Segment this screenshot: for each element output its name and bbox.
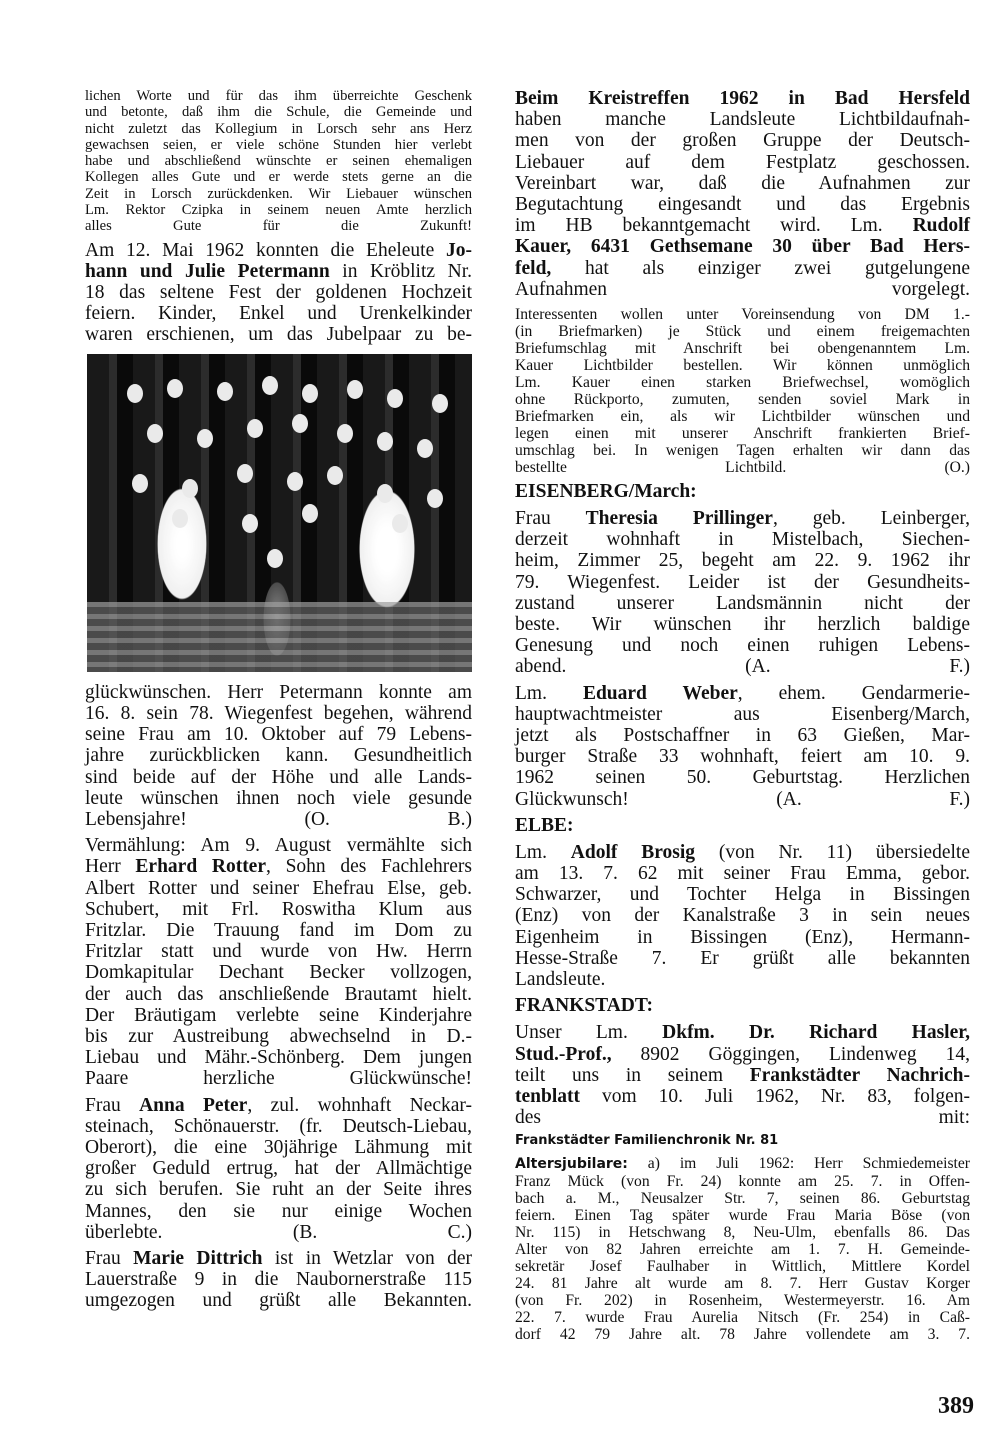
text-line: Fritzlar. Die Trauung fand im Dom zu [85, 919, 472, 941]
bold-text: Stud.-Prof., [515, 1043, 612, 1065]
text-line: sekretär Josef Faulhaber in Wittlich, Mittlere Kordel [515, 1258, 970, 1276]
text-line: Liebauer auf dem Festplatz geschossen. [515, 151, 970, 173]
text-line: Domkapitular Dechant Becker vollzogen, [85, 962, 472, 984]
photo-figure [147, 424, 163, 443]
photo-steps [87, 602, 472, 672]
text-line: Frau Marie Dittrich ist in Wetzlar von der [85, 1247, 472, 1269]
text-line: lichen Worte und für das ihm überreichte Geschenk [85, 88, 472, 104]
text-line: sind beide auf der Höhe und alle Lands- [85, 766, 472, 788]
left-column [85, 88, 472, 1312]
photo-figure [432, 394, 448, 413]
photo-figure [172, 509, 188, 528]
photo-figure [377, 484, 393, 503]
text-line: leute wünschen ihnen noch viele gesunde [85, 787, 472, 809]
text-line: Hesse-Straße 7. Er grüßt alle bekannten [515, 947, 970, 969]
text-line: Landsleute. [515, 969, 606, 991]
text-line: Schubert, mit Frl. Roswitha Klum aus [85, 898, 472, 920]
bold-text: tenblatt [515, 1085, 580, 1107]
bold-text: Marie Dittrich [133, 1247, 263, 1269]
text-line: Franz Mück (von Fr. 24) konnte am 25. 7. in Offen- [515, 1173, 970, 1191]
photo-figure [377, 432, 393, 451]
photo-figure [247, 419, 263, 438]
photo-figure [417, 439, 433, 458]
text-line: Herr Erhard Rotter, Sohn des Fachlehrers [85, 856, 472, 878]
photo-figure [267, 549, 283, 568]
text-line: burger Straße 33 wohnhaft, feiert am 10. 9. [515, 746, 970, 768]
text-line: feiern. Kinder, Enkel und Urenkelkinder [85, 303, 472, 325]
photo-figure [242, 514, 258, 533]
text-line: bis zur Austreibung abwechselnd in D.- [85, 1025, 472, 1047]
photo-figure [167, 379, 183, 398]
paragraph [515, 1022, 970, 1128]
text-line: der auch das anschließende Brautamt hielt. [85, 983, 472, 1005]
text-line: Genesung und noch einen ruhigen Lebens- [515, 635, 970, 657]
text-line: Begutachtung eingesandt und das Ergebnis [515, 194, 970, 216]
text-line: hauptwachtmeister aus Eisenberg/March, [515, 703, 970, 725]
text-line [515, 88, 970, 109]
photo-figure [387, 389, 403, 408]
text-line: zu sich berufen. Sie ruht an der Seite ihres [85, 1179, 472, 1201]
text-line: Frankstädter Familienchronik Nr. 81 [515, 1133, 779, 1149]
text-line: haben manche Landsleute Lichtbildaufnah- [515, 109, 970, 131]
text-line: Briefumschlag mit Anschrift bei obengenanntem Lm. [515, 340, 970, 358]
text-line: Lebensjahre! (O. B.) [85, 808, 472, 830]
bold-text: Jo- [446, 239, 472, 261]
text-line: Lm. Eduard Weber, ehem. Gendarmerie- [515, 682, 971, 704]
text-line: Vermählung: Am 9. August vermählte sich [85, 835, 472, 857]
bold-text: Rudolf [912, 215, 970, 237]
text-line: umschlag bei. In wenigen Tagen erhalten wir dann das [515, 442, 970, 460]
text-line: Der Bräutigam verlebte seine Kinderjahre [85, 1004, 472, 1026]
photo-figure [337, 424, 353, 443]
text-line: Eigenheim in Bissingen (Enz), Hermann- [515, 926, 970, 948]
bold-text: Adolf Brosig [570, 841, 696, 863]
text-line: am 13. 7. 62 mit seiner Frau Emma, gebor. [515, 863, 970, 885]
text-line: 24. 81 Jahre alt wurde am 8. 7. Herr Gustav Korger [515, 1275, 970, 1293]
photo-figure [197, 429, 213, 448]
bold-text: Dkfm. Dr. Richard Hasler, [662, 1022, 970, 1044]
photo-figure [182, 479, 198, 498]
text-line: 22. 7. wurde Frau Aurelia Nitsch (Fr. 254) in Caß- [515, 1309, 970, 1327]
text-line: Liebau und Mähr.-Schönberg. Dem jungen [85, 1047, 472, 1069]
text-line: des mit: [515, 1107, 970, 1129]
photo-figure [217, 382, 233, 401]
text-line: und betonte, daß ihm die Schule, die Gemeinde und [85, 104, 472, 121]
text-line: men von der großen Gruppe der Deutsch- [515, 130, 970, 152]
text-line: ELBE: [515, 814, 574, 836]
text-line: abend. (A. F.) [515, 656, 970, 678]
paragraph [515, 306, 970, 476]
paragraph [515, 88, 970, 300]
sub-heading [515, 1132, 970, 1149]
text-line: Lm. Rektor Czipka in seinem neuen Amte herzlich [85, 202, 472, 219]
photo-figure [427, 489, 443, 508]
text-line: teilt uns in seinem Frankstädter Nachrich- [515, 1064, 970, 1086]
text-line: Oberort), die eine 30jährige Lähmung mit [85, 1136, 472, 1158]
photo-figure [302, 504, 318, 523]
text-line: bestellte Lichtbild. (O.) [515, 459, 970, 477]
text-line: seine Frau am 10. Oktober auf 79 Lebens- [85, 724, 472, 746]
text-line: überlebte. (B. C.) [85, 1221, 472, 1243]
text-line: beste. Wir wünschen ihr herzlich baldige [515, 614, 970, 636]
paragraph [515, 1155, 970, 1343]
text-line: jahre zurückblicken kann. Gesundheitlich [85, 745, 472, 767]
text-line: EISENBERG/March: [515, 481, 697, 503]
photo-figure [292, 414, 308, 433]
right-column [515, 88, 970, 1343]
text-line: feiern. Einen Tag später wurde Frau Maria Böse (von [515, 1207, 970, 1225]
text-line: 16. 8. sein 78. Wiegenfest begehen, während [85, 702, 472, 724]
text-line: jetzt als Postschaffner in 63 Gießen, Mar- [515, 725, 970, 747]
photo-figure [237, 464, 253, 483]
text-line: Briefmarken ein, als wir Lichtbilder wünschen und [515, 408, 970, 426]
text-line: großer Geduld ertrug, hat der Allmächtige [85, 1158, 472, 1180]
text-line: Mannes, den sie nur einige Wochen [85, 1200, 472, 1222]
text-line: nicht zuletzt das Kollegium in Lorsch sehr ans Herz [85, 120, 472, 137]
text-line: Kollegen alles Gute und er werde stets gerne an die [85, 169, 472, 186]
text-line: Aufnahmen vorgelegt. [515, 278, 970, 300]
text-line: 18 das seltene Fest der goldenen Hochzeit [85, 282, 472, 304]
bold-text: Kauer, 6431 Gethsemane 30 über Bad Hers- [515, 236, 970, 258]
photo-figure [392, 514, 408, 533]
text-line: habe und abschließend wünschte er seinen ehemaligen [85, 153, 472, 170]
photo-figure [327, 466, 343, 485]
text-line: Altersjubilare: a) im Juli 1962: Herr Schmiedemeister [515, 1155, 970, 1173]
text-line: derzeit wohnhaft in Mistelbach, Siechen- [515, 529, 970, 551]
photo-figure [132, 474, 148, 493]
paragraph [85, 682, 472, 830]
bold-text: Erhard Rotter [135, 856, 266, 878]
text-line: Am 12. Mai 1962 konnten die Eheleute Jo- [85, 239, 472, 261]
paragraph [85, 240, 472, 346]
text-line: ohne Rückporto, zumuten, senden soviel Mark in [515, 391, 970, 409]
photo-figure [127, 384, 143, 403]
text-line: glückwünschen. Herr Petermann konnte am [85, 681, 472, 703]
bold-text: Altersjubilare: [515, 1156, 628, 1173]
text-line: im HB bekanntgemacht wird. Lm. Rudolf [515, 215, 970, 237]
text-line: Paare herzliche Glückwünsche! [85, 1068, 472, 1090]
text-line: (in Briefmarken) je Stück und einem freigemachten [515, 323, 970, 341]
section-heading [515, 815, 970, 837]
text-line: Fritzlar statt und wurde von Hw. Herrn [85, 941, 472, 963]
text-line: Schwarzer, und Tochter Helga in Bissingen [515, 884, 970, 906]
photo-figure [262, 376, 278, 395]
paragraph [85, 835, 472, 1089]
text-line: Glückwunsch! (A. F.) [515, 788, 970, 810]
bold-text: Theresia Prillinger [585, 508, 773, 530]
text-line: Kauer Lichtbilder bestellen. Wir können unmöglich [515, 357, 970, 375]
bold-text: Anna Peter [139, 1094, 248, 1116]
text-line: Frau Anna Peter, zul. wohnhaft Neckar- [85, 1094, 472, 1116]
bold-text: feld, [515, 257, 552, 279]
text-line: Nr. 115) in Hetschwang 8, Neu-Ulm, ebenfalls 86. Das [515, 1224, 970, 1242]
paragraph [515, 683, 970, 810]
text-line: (von Fr. 202) in Rosenheim, Westermeyerstr. 16. Am [515, 1292, 970, 1310]
text-line: Unser Lm. Dkfm. Dr. Richard Hasler, [515, 1022, 970, 1044]
text-line: umgezogen und grüßt alle Bekannten. [85, 1290, 472, 1312]
text-line: FRANKSTADT: [515, 995, 653, 1017]
text-line: tenblatt vom 10. Juli 1962, Nr. 83, folgen- [515, 1085, 970, 1107]
bold-text: Eduard Weber [582, 682, 738, 704]
text-line: Lm. Kauer einen starken Briefwechsel, womöglich [515, 374, 970, 392]
text-line: waren erschienen, um das Jubelpaar zu be- [85, 324, 472, 346]
section-heading [515, 481, 970, 503]
bold-text: Frankstädter Nachrich- [749, 1064, 970, 1086]
photo-figure [287, 472, 303, 491]
paragraph [515, 842, 970, 990]
text-line: bach a. M., Neusalzer Str. 7, seinen 86. Geburtstag [515, 1190, 970, 1208]
text-line: zustand unserer Landsmännin nicht der [515, 592, 970, 614]
text-line: steinach, Schönauerstr. (fr. Deutsch-Liebau, [85, 1115, 472, 1137]
bold-text: hann und Julie Petermann [85, 260, 330, 282]
text-line: legen einen mit unserer Anschrift frankierten Brief- [515, 425, 970, 443]
group-photo [87, 354, 472, 672]
text-line: Frau Theresia Prillinger, geb. Leinberger, [515, 508, 970, 530]
text-line: Lauerstraße 9 in die Naubornerstraße 115 [85, 1269, 472, 1291]
text-line: Vereinbart war, daß die Aufnahmen zur [515, 172, 970, 194]
bold-text: Beim Kreistreffen 1962 in Bad Hersfeld [515, 88, 970, 109]
text-line: Lm. Adolf Brosig (von Nr. 11) übersiedelte [515, 841, 970, 863]
text-line: dorf 42 79 Jahre alt. 78 Jahre vollendete am 3. 7. [515, 1326, 970, 1344]
text-line: feld, hat als einziger zwei gutgelungene [515, 257, 970, 279]
text-line: Alter von 82 Jahren erreichte am 1. 7. H. Gemeinde- [515, 1241, 970, 1259]
text-line: heim, Zimmer 25, begeht am 22. 9. 1962 ihr [515, 550, 970, 572]
paragraph [515, 508, 970, 678]
text-line: hann und Julie Petermann in Kröblitz Nr. [85, 260, 472, 282]
text-line [515, 236, 970, 257]
paragraph [85, 1248, 472, 1312]
photo-figure [347, 380, 363, 399]
text-line: 1962 seinen 50. Geburtstag. Herzlichen [515, 767, 970, 789]
text-line: gewachsen seien, er viele schöne Stunden hier verlebt [85, 136, 472, 153]
text-line: alles Gute für die Zukunft! [85, 218, 472, 235]
page-number: 389 [938, 1393, 974, 1419]
photo-figure [302, 384, 318, 403]
text-line: Zeit in Lorsch zurückdenken. Wir Liebauer wünschen [85, 185, 472, 202]
paragraph [85, 88, 472, 235]
text-line: Stud.-Prof., 8902 Göggingen, Lindenweg 14, [515, 1043, 970, 1065]
text-line: Interessenten wollen unter Voreinsendung von DM 1.- [515, 306, 970, 324]
section-heading [515, 995, 970, 1017]
text-line: 79. Wiegenfest. Leider ist der Gesundheits- [515, 571, 970, 593]
paragraph [85, 1095, 472, 1243]
text-line: (Enz) von der Kanalstraße 3 in sein neues [515, 905, 970, 927]
text-line: Albert Rotter und seiner Ehefrau Else, geb. [85, 877, 472, 899]
